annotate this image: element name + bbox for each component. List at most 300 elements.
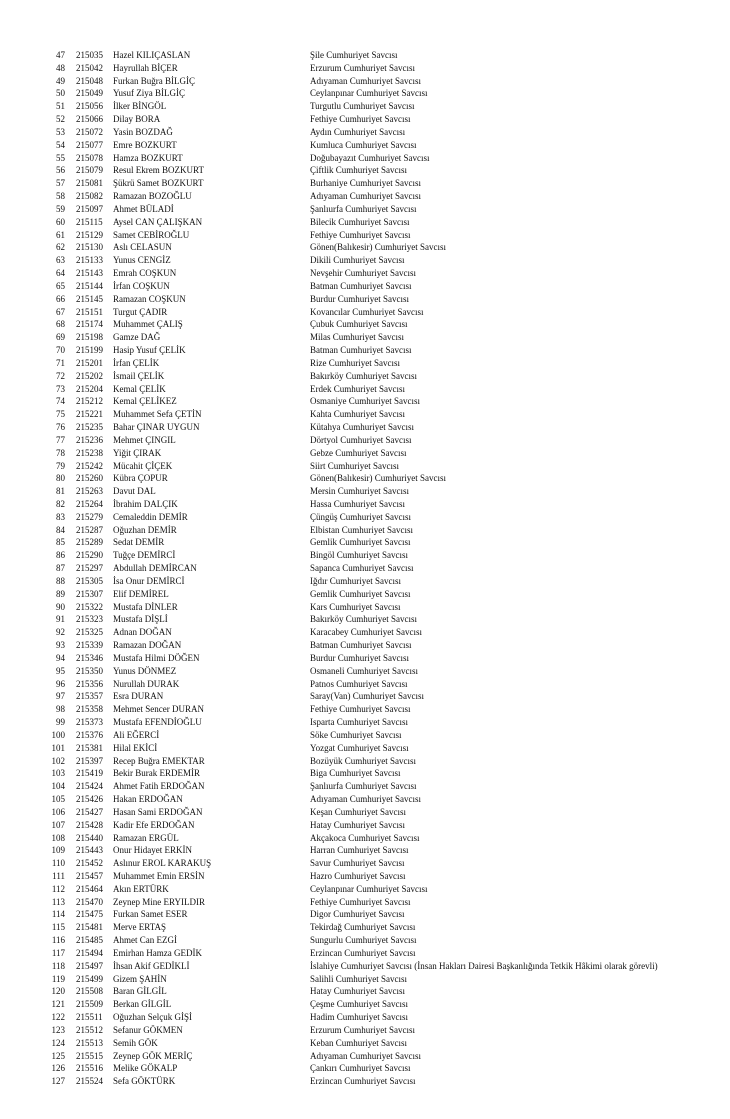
list-row [0,293,730,306]
assigned-post: Erzurum Cumhuriyet Savcısı [310,62,415,73]
assigned-post: Erdek Cumhuriyet Savcısı [310,383,405,394]
assigned-post: Milas Cumhuriyet Savcısı [310,332,404,343]
person-name: Aslı CELASUN [113,242,172,253]
registry-number: 215511 [76,1012,103,1023]
person-name: Turgut ÇADIR [113,306,168,317]
registry-number: 215212 [76,396,103,407]
list-row [0,703,730,716]
list-row [0,190,730,203]
list-row [0,729,730,742]
registry-number: 215297 [76,563,103,574]
registry-number: 215042 [76,62,103,73]
person-name: Mehmet Sencer DURAN [113,704,204,715]
person-name: Furkan Buğra BİLGİÇ [113,75,195,86]
list-row [0,716,730,729]
registry-number: 215143 [76,268,103,279]
list-row [0,357,730,370]
assigned-post: Burdur Cumhuriyet Savcısı [310,652,409,663]
assigned-post: Bakırköy Cumhuriyet Savcısı [310,370,417,381]
list-row [0,434,730,447]
row-number: 85 [56,537,65,548]
list-row [0,960,730,973]
assigned-post: Keban Cumhuriyet Savcısı [310,1037,407,1048]
assigned-post: Fethiye Cumhuriyet Savcısı [310,114,411,125]
person-name: Merve ERTAŞ [113,922,166,933]
row-number: 52 [56,114,65,125]
registry-number: 215260 [76,473,103,484]
registry-number: 215424 [76,781,103,792]
assigned-post: Mersin Cumhuriyet Savcısı [310,486,409,497]
person-name: Gamze DAĞ [113,332,161,343]
registry-number: 215516 [76,1063,103,1074]
person-name: Yunus DÖNMEZ [113,665,177,676]
person-name: Oğuzhan Selçuk GİŞİ [113,1012,192,1023]
person-name: Emirhan Hamza GEDİK [113,947,202,958]
person-name: Recep Buğra EMEKTAR [113,755,205,766]
row-number: 63 [56,255,65,266]
row-number: 89 [56,588,65,599]
list-row [0,1050,730,1063]
list-row [0,998,730,1011]
row-number: 116 [51,935,65,946]
list-row [0,49,730,62]
registry-number: 215049 [76,88,103,99]
row-number: 68 [56,319,65,330]
registry-number: 215082 [76,191,103,202]
row-number: 121 [51,999,65,1010]
list-row [0,267,730,280]
row-number: 60 [56,216,65,227]
row-number: 94 [56,652,65,663]
list-row [0,844,730,857]
person-name: Bekir Burak ERDEMİR [113,768,200,779]
registry-number: 215235 [76,422,103,433]
list-row [0,742,730,755]
assigned-post: Gemlik Cumhuriyet Savcısı [310,537,411,548]
person-name: Emrah COŞKUN [113,268,177,279]
list-row [0,549,730,562]
row-number: 115 [51,922,65,933]
row-number: 53 [56,126,65,137]
list-row [0,241,730,254]
row-number: 127 [51,1076,65,1087]
registry-number: 215512 [76,1024,103,1035]
row-number: 105 [51,794,65,805]
list-row [0,870,730,883]
assigned-post: Harran Cumhuriyet Savcısı [310,845,409,856]
assigned-post: Batman Cumhuriyet Savcısı [310,280,412,291]
person-name: Samet CEBİROĞLU [113,229,190,240]
list-row [0,601,730,614]
row-number: 67 [56,306,65,317]
registry-number: 215236 [76,434,103,445]
assigned-post: Batman Cumhuriyet Savcısı [310,640,412,651]
row-number: 66 [56,293,65,304]
list-row [0,921,730,934]
person-name: Nurullah DURAK [113,678,180,689]
row-number: 126 [51,1063,65,1074]
registry-number: 215457 [76,871,103,881]
row-number: 79 [56,460,65,471]
list-row [0,152,730,165]
person-name: Esra DURAN [113,691,164,702]
row-number: 47 [56,50,65,60]
list-row [0,126,730,139]
registry-number: 215381 [76,742,103,753]
list-row [0,511,730,524]
list-row [0,203,730,216]
assigned-post: Tekirdağ Cumhuriyet Savcısı [310,922,416,933]
assigned-post: Gönen(Balıkesir) Cumhuriyet Savcısı [310,242,446,253]
registry-number: 215174 [76,319,103,330]
registry-number: 215524 [76,1076,103,1087]
assigned-post: Digor Cumhuriyet Savcısı [310,909,405,920]
assigned-post: Osmaniye Cumhuriyet Savcısı [310,396,420,407]
registry-number: 215325 [76,627,103,638]
assigned-post: Şanlıurfa Cumhuriyet Savcısı [310,203,417,214]
assigned-post: Kahta Cumhuriyet Savcısı [310,409,405,420]
person-name: Mustafa DİŞLİ [113,614,168,625]
row-number: 70 [56,345,65,356]
registry-number: 215376 [76,729,103,740]
assigned-post: Kovancılar Cumhuriyet Savcısı [310,306,424,317]
person-name: Ahmet BÜLADİ [113,203,174,214]
registry-number: 215279 [76,511,103,522]
row-number: 125 [51,1050,65,1061]
list-row [0,229,730,242]
registry-number: 215499 [76,973,103,984]
assigned-post: Çüngüş Cumhuriyet Savcısı [310,511,411,522]
person-name: Hilal EKİCİ [113,742,158,753]
list-row [0,460,730,473]
list-row [0,524,730,537]
registry-number: 215151 [76,306,103,317]
registry-number: 215290 [76,550,103,561]
row-number: 74 [56,396,65,407]
list-row [0,690,730,703]
list-row [0,832,730,845]
row-number: 92 [56,627,65,638]
list-row [0,472,730,485]
person-name: İsmail ÇELİK [113,370,165,381]
list-row [0,318,730,331]
list-row [0,164,730,177]
assigned-post: Turgutlu Cumhuriyet Savcısı [310,101,415,112]
assigned-post: Adıyaman Cumhuriyet Savcısı [310,1050,421,1061]
row-number: 111 [52,871,65,881]
row-number: 77 [56,434,65,445]
person-name: Yunus CENGİZ [113,255,171,266]
person-name: Abdullah DEMİRCAN [113,563,197,574]
row-number: 75 [56,409,65,420]
list-row [0,1011,730,1024]
list-row [0,652,730,665]
person-name: Mustafa EFENDİOĞLU [113,717,202,728]
list-row [0,395,730,408]
registry-number: 215307 [76,588,103,599]
assigned-post: Hadim Cumhuriyet Savcısı [310,1012,408,1023]
registry-number: 215443 [76,845,103,856]
person-name: Hamza BOZKURT [113,152,183,163]
assigned-post: Sungurlu Cumhuriyet Savcısı [310,935,417,946]
list-row [0,485,730,498]
registry-number: 215494 [76,947,103,958]
assigned-post: Rize Cumhuriyet Savcısı [310,357,400,368]
person-name: Mustafa Hilmi DÖĞEN [113,652,200,663]
registry-number: 215035 [76,50,103,60]
list-row [0,254,730,267]
person-name: Gizem ŞAHİN [113,973,167,984]
person-name: Muhammet Sefa ÇETİN [113,409,202,420]
registry-number: 215464 [76,883,103,894]
list-row [0,562,730,575]
assigned-post: Hatay Cumhuriyet Savcısı [310,986,405,997]
person-name: Ramazan COŞKUN [113,293,186,304]
registry-number: 215097 [76,203,103,214]
list-row [0,139,730,152]
assigned-post: Çubuk Cumhuriyet Savcısı [310,319,408,330]
person-name: Baran GİLGİL [113,986,167,997]
list-row [0,806,730,819]
assigned-post: Çiftlik Cumhuriyet Savcısı [310,165,407,176]
registry-number: 215419 [76,768,103,779]
row-number: 50 [56,88,65,99]
person-name: Yiğit ÇIRAK [113,447,162,458]
list-row [0,421,730,434]
assigned-post: Hassa Cumhuriyet Savcısı [310,498,405,509]
assigned-post: Isparta Cumhuriyet Savcısı [310,717,408,728]
assigned-post: Erzincan Cumhuriyet Savcısı [310,1076,416,1087]
list-row [0,100,730,113]
row-number: 114 [51,909,65,920]
row-number: 91 [56,614,65,625]
row-number: 106 [51,806,65,817]
person-name: Ahmet Fatih ERDOĞAN [113,781,205,792]
person-name: Kübra ÇOPUR [113,473,168,484]
list-row [0,626,730,639]
list-row [0,1062,730,1075]
person-name: Emre BOZKURT [113,139,177,150]
assigned-post: Bingöl Cumhuriyet Savcısı [310,550,408,561]
list-row [0,947,730,960]
registry-number: 215475 [76,909,103,920]
list-row [0,498,730,511]
person-name: Oğuzhan DEMİR [113,524,177,535]
person-name: Şükrü Samet BOZKURT [113,178,204,189]
list-row [0,613,730,626]
row-number: 99 [56,717,65,728]
person-name: Ramazan BOZOĞLU [113,191,192,202]
assigned-post: Gebze Cumhuriyet Savcısı [310,447,407,458]
assigned-post: Akçakoca Cumhuriyet Savcısı [310,832,420,843]
registry-number: 215356 [76,678,103,689]
registry-number: 215204 [76,383,103,394]
person-name: Muhammet ÇALIŞ [113,319,183,330]
assigned-post: Şile Cumhuriyet Savcısı [310,50,398,60]
person-name: Hasan Sami ERDOĞAN [113,806,203,817]
person-name: Elif DEMİREL [113,588,169,599]
list-row [0,665,730,678]
registry-number: 215072 [76,126,103,137]
person-name: Melike GÖKALP [113,1063,178,1074]
person-name: Zeynep Mine ERYILDIR [113,896,205,907]
row-number: 87 [56,563,65,574]
assigned-post: Adıyaman Cumhuriyet Savcısı [310,75,421,86]
registry-number: 215079 [76,165,103,176]
assigned-post: Patnos Cumhuriyet Savcısı [310,678,408,689]
list-row [0,883,730,896]
list-row [0,985,730,998]
row-number: 72 [56,370,65,381]
assigned-post: Söke Cumhuriyet Savcısı [310,729,402,740]
row-number: 122 [51,1012,65,1023]
row-number: 96 [56,678,65,689]
assigned-post: Doğubayazıt Cumhuriyet Savcısı [310,152,430,163]
assigned-post: Salihli Cumhuriyet Savcısı [310,973,407,984]
person-name: Ahmet Can EZGİ [113,935,177,946]
assigned-post: Kumluca Cumhuriyet Savcısı [310,139,417,150]
list-row [0,536,730,549]
list-row [0,767,730,780]
assigned-post: Burhaniye Cumhuriyet Savcısı [310,178,421,189]
assigned-post: Gemlik Cumhuriyet Savcısı [310,588,411,599]
list-row [0,216,730,229]
person-name: Bahar ÇINAR UYGUN [113,422,200,433]
person-name: Kemal ÇELİK [113,383,166,394]
person-name: Kadir Efe ERDOĞAN [113,819,195,830]
row-number: 69 [56,332,65,343]
assigned-post: Karacabey Cumhuriyet Savcısı [310,627,422,638]
row-number: 80 [56,473,65,484]
registry-number: 215397 [76,755,103,766]
row-number: 120 [51,986,65,997]
assigned-post: Çeşme Cumhuriyet Savcısı [310,999,408,1010]
row-number: 119 [51,973,65,984]
list-row [0,857,730,870]
registry-number: 215078 [76,152,103,163]
assigned-post: Bozüyük Cumhuriyet Savcısı [310,755,416,766]
assigned-post: Kars Cumhuriyet Savcısı [310,601,401,612]
person-name: Yasin BOZDAĞ [113,126,173,137]
registry-number: 215339 [76,640,103,651]
row-number: 62 [56,242,65,253]
person-name: Muhammet Emin ERSİN [113,871,205,881]
person-name: Akın ERTÜRK [113,883,169,894]
person-name: İbrahim DALÇIK [113,498,178,509]
row-number: 78 [56,447,65,458]
assigned-post: Erzincan Cumhuriyet Savcısı [310,947,416,958]
row-number: 83 [56,511,65,522]
row-number: 113 [51,896,65,907]
person-name: Hazel KILIÇASLAN [113,50,191,60]
person-name: Resul Ekrem BOZKURT [113,165,204,176]
registry-number: 215428 [76,819,103,830]
list-row [0,973,730,986]
list-row [0,75,730,88]
person-name: Berkan GİLGİL [113,999,172,1010]
registry-number: 215426 [76,794,103,805]
assigned-post: İslahiye Cumhuriyet Savcısı (İnsan Hakları Dairesi Başkanlığında Tetkik Hâkimi olarak görevli) [310,960,658,971]
registry-number: 215242 [76,460,103,471]
registry-number: 215470 [76,896,103,907]
row-number: 103 [51,768,65,779]
list-row [0,793,730,806]
assigned-post: Savur Cumhuriyet Savcısı [310,858,405,869]
person-name: Furkan Samet ESER [113,909,188,920]
registry-number: 215440 [76,832,103,843]
assigned-post: Bakırköy Cumhuriyet Savcısı [310,614,417,625]
registry-number: 215427 [76,806,103,817]
row-number: 124 [51,1037,65,1048]
assigned-post: Iğdır Cumhuriyet Savcısı [310,575,401,586]
registry-number: 215263 [76,486,103,497]
registry-number: 215238 [76,447,103,458]
row-number: 123 [51,1024,65,1035]
registry-number: 215201 [76,357,103,368]
registry-number: 215144 [76,280,103,291]
assigned-post: Şanlıurfa Cumhuriyet Savcısı [310,781,417,792]
person-name: Aysel CAN ÇALIŞKAN [113,216,203,227]
row-number: 95 [56,665,65,676]
appointment-list [0,49,730,1088]
row-number: 59 [56,203,65,214]
row-number: 56 [56,165,65,176]
assigned-post: Saray(Van) Cumhuriyet Savcısı [310,691,424,702]
list-row [0,280,730,293]
assigned-post: Elbistan Cumhuriyet Savcısı [310,524,413,535]
person-name: Onur Hidayet ERKİN [113,845,192,856]
row-number: 71 [56,357,65,368]
row-number: 81 [56,486,65,497]
person-name: İrfan ÇELİK [113,357,160,368]
assigned-post: Dörtyol Cumhuriyet Savcısı [310,434,412,445]
registry-number: 215513 [76,1037,103,1048]
list-row [0,934,730,947]
registry-number: 215322 [76,601,103,612]
row-number: 112 [51,883,65,894]
registry-number: 215346 [76,652,103,663]
assigned-post: Ceylanpınar Cumhuriyet Savcısı [310,883,428,894]
assigned-post: Fethiye Cumhuriyet Savcısı [310,896,411,907]
person-name: Cemaleddin DEMİR [113,511,188,522]
list-row [0,588,730,601]
person-name: Yusuf Ziya BİLGİÇ [113,88,185,99]
row-number: 76 [56,422,65,433]
assigned-post: Ceylanpınar Cumhuriyet Savcısı [310,88,428,99]
list-row [0,331,730,344]
person-name: Adnan DOĞAN [113,627,172,638]
person-name: Zeynep GÖK MERİÇ [113,1050,193,1061]
row-number: 54 [56,139,65,150]
assigned-post: Nevşehir Cumhuriyet Savcısı [310,268,416,279]
registry-number: 215066 [76,114,103,125]
row-number: 73 [56,383,65,394]
person-name: İhsan Akif GEDİKLİ [113,960,190,971]
list-row [0,575,730,588]
registry-number: 215264 [76,498,103,509]
list-row [0,1037,730,1050]
registry-number: 215515 [76,1050,103,1061]
registry-number: 215133 [76,255,103,266]
assigned-post: Aydın Cumhuriyet Savcısı [310,126,406,137]
registry-number: 215145 [76,293,103,304]
registry-number: 215452 [76,858,103,869]
list-row [0,87,730,100]
registry-number: 215287 [76,524,103,535]
list-row [0,383,730,396]
registry-number: 215485 [76,935,103,946]
person-name: İsa Onur DEMİRCİ [113,575,185,586]
